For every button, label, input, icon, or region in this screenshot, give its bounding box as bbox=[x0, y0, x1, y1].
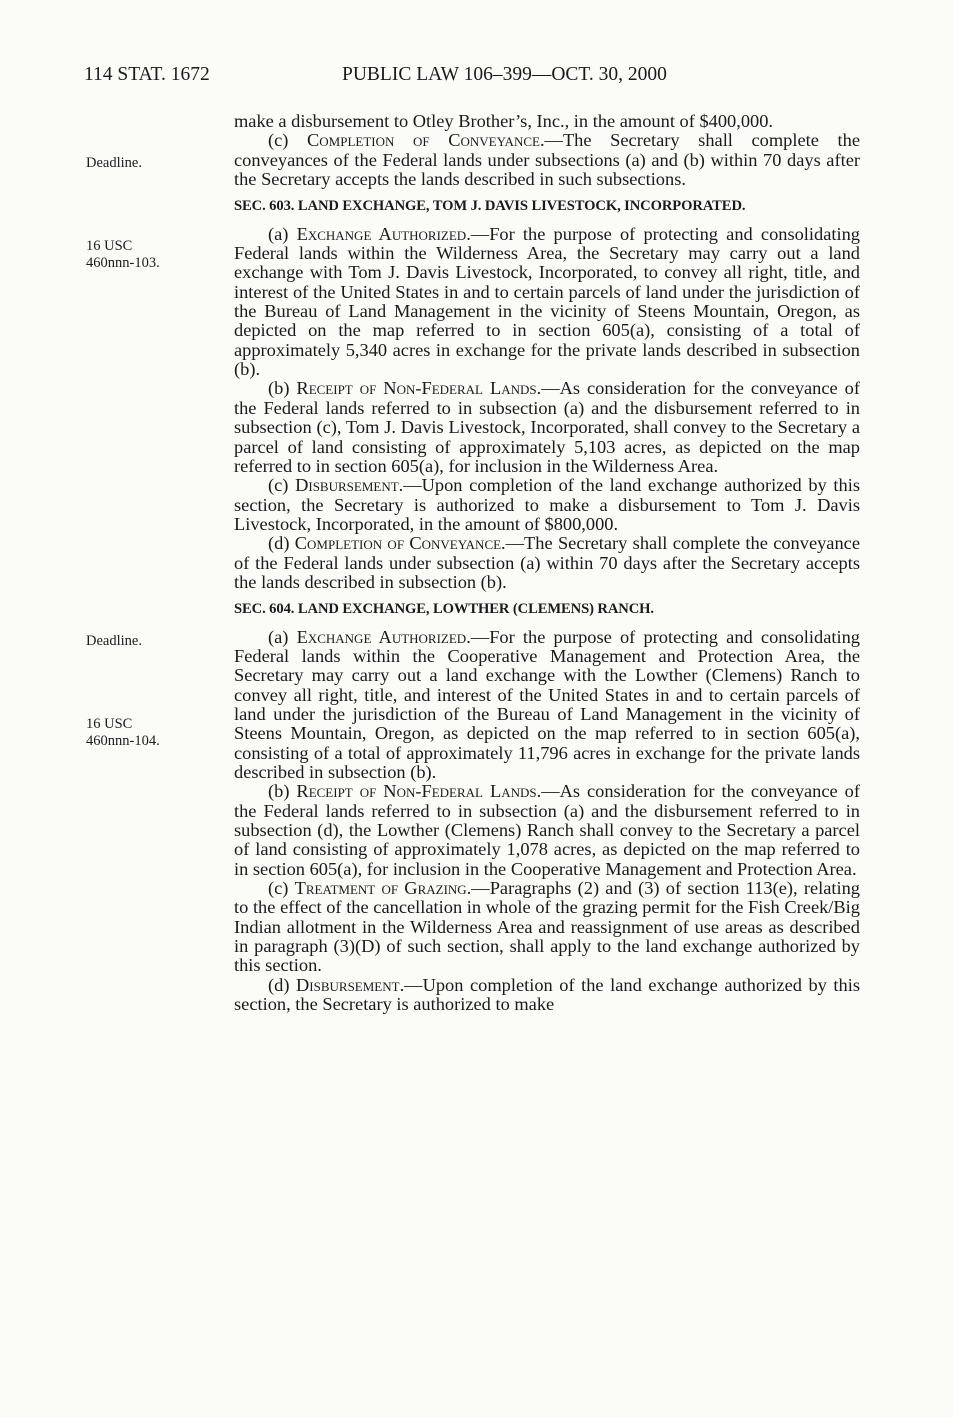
subsection-text: —The Secretary shall complete the conveyances of the Federal lands under subsections (a) and (b) within 70 days after the Secretary accepts the lands described in such subsections. bbox=[234, 130, 860, 190]
subsection-heading: Receipt of Non-Federal Lands. bbox=[296, 378, 542, 399]
subsection-label: (c) bbox=[268, 475, 296, 496]
margin-note-deadline bbox=[86, 155, 206, 172]
margin-note-usc-title: 16 USC bbox=[86, 238, 133, 254]
subsection-603c bbox=[234, 476, 860, 534]
subsection-heading: Exchange Authorized. bbox=[296, 223, 471, 244]
subsection-text: —For the purpose of protecting and consolidating Federal lands within the Wilderness Area, the Secretary may carry out a land exchange with Tom J. Davis Livestock, Incorporated, to convey all right, title, and interest of the United States in and to certain parcels of land under the jurisdiction of the Bureau of Land Management in the vicinity of Steens Mountain, Oregon, as depicted on the map referred to in section 605(a), consisting of a total of approximately 5,340 acres in exchange for the private lands described in subsection (b). bbox=[234, 223, 860, 380]
statute-body bbox=[234, 112, 860, 1014]
subsection-text: —The Secretary shall complete the conveyance of the Federal lands under subsection (a) within 70 days after the Secretary accepts the lands described in subsection (b). bbox=[234, 533, 860, 592]
subsection-text: —Upon completion of the land exchange authorized by this section, the Secretary is authorized to make a disbursement to Tom J. Davis Livestock, Incorporated, in the amount of $800,000. bbox=[234, 475, 860, 534]
carryover-paragraph: make a disbursement to Otley Brother’s, Inc., in the amount of $400,000. bbox=[234, 111, 774, 131]
subsection-heading: Treatment of Grazing. bbox=[294, 878, 472, 899]
margin-note-usc-section: 460nnn-103. bbox=[86, 255, 160, 271]
subsection-604d bbox=[234, 976, 860, 1015]
margin-note-deadline-text: Deadline. bbox=[86, 155, 142, 171]
subsection-text: —Paragraphs (2) and (3) of section 113(e), relating to the effect of the cancellation in whole of the grazing permit for the Fish Creek/Big Indian allotment in the Wilderness Area and reassignment of use areas as described in paragraph (3)(D) of such section, shall apply to the land exchange authorized by this section. bbox=[234, 878, 860, 976]
subsection-heading: Exchange Authorized. bbox=[296, 626, 471, 647]
subsection-heading: Disbursement. bbox=[295, 475, 404, 496]
subsection-label: (c) bbox=[268, 878, 295, 899]
subsection-602c bbox=[234, 131, 860, 189]
subsection-label: (b) bbox=[268, 378, 297, 399]
subsection-604b bbox=[234, 782, 860, 879]
statute-page-citation: 114 STAT. 1672 bbox=[84, 64, 210, 85]
page-header bbox=[84, 64, 844, 92]
subsection-604a bbox=[234, 628, 860, 783]
section-603-heading: SEC. 603. LAND EXCHANGE, TOM J. DAVIS LIVESTOCK, INCORPORATED. bbox=[234, 198, 746, 215]
subsection-heading: Disbursement. bbox=[296, 974, 405, 995]
margin-note-deadline bbox=[86, 633, 206, 650]
margin-note-usc-title: 16 USC bbox=[86, 716, 133, 732]
subsection-text: —As consideration for the conveyance of the Federal lands referred to in subsection (a) and the disbursement referred to in subsection (c), Tom J. Davis Livestock, Incorporated, shall convey to the Secretary a parcel of land consisting of approximately 5,103 acres, as depicted on the map referred to in section 605(a), for inclusion in the Wilderness Area. bbox=[234, 378, 860, 476]
subsection-603b bbox=[234, 379, 860, 476]
subsection-text: —Upon completion of the land exchange authorized by this section, the Secretary is authorized to make bbox=[234, 974, 860, 1015]
subsection-label: (d) bbox=[268, 533, 295, 554]
public-law-title: PUBLIC LAW 106–399—OCT. 30, 2000 bbox=[342, 64, 667, 85]
subsection-label: (a) bbox=[268, 223, 297, 244]
subsection-heading: Receipt of Non-Federal Lands. bbox=[296, 781, 542, 802]
subsection-label: (b) bbox=[268, 781, 297, 802]
margin-note-deadline-text: Deadline. bbox=[86, 633, 142, 649]
subsection-label: (d) bbox=[268, 974, 296, 995]
subsection-label: (c) bbox=[268, 130, 308, 151]
margin-note-usc-section: 460nnn-104. bbox=[86, 733, 160, 749]
subsection-text: —For the purpose of protecting and consolidating Federal lands within the Cooperative Management and Protection Area, the Secretary may carry out a land exchange with the Lowther (Clemens) Ranch to convey all right, title, and interest of the United States in and to certain parcels of land under the jurisdiction of the Bureau of Land Management in the vicinity of Steens Mountain, Oregon, as depicted on the map referred to in section 605(a), consisting of a total of approximately 11,796 acres in exchange for the private lands described in subsection (b). bbox=[234, 626, 860, 782]
margin-note-usc-603 bbox=[86, 238, 206, 272]
subsection-604c bbox=[234, 879, 860, 976]
margin-note-usc-604 bbox=[86, 716, 206, 750]
subsection-text: —As consideration for the conveyance of the Federal lands referred to in subsection (a) and the disbursement referred to in subsection (d), the Lowther (Clemens) Ranch shall convey to the Secretary a parcel of land consisting of approximately 1,078 acres, as depicted on the map referred to in section 605(a), for inclusion in the Cooperative Management and Protection Area. bbox=[234, 781, 860, 879]
subsection-label: (a) bbox=[268, 626, 297, 647]
subsection-603d bbox=[234, 534, 860, 592]
subsection-603a bbox=[234, 225, 860, 380]
section-604-heading: SEC. 604. LAND EXCHANGE, LOWTHER (CLEMENS) RANCH. bbox=[234, 601, 654, 618]
subsection-heading: Completion of Conveyance. bbox=[294, 533, 506, 554]
subsection-heading: Completion of Conveyance. bbox=[307, 130, 545, 151]
